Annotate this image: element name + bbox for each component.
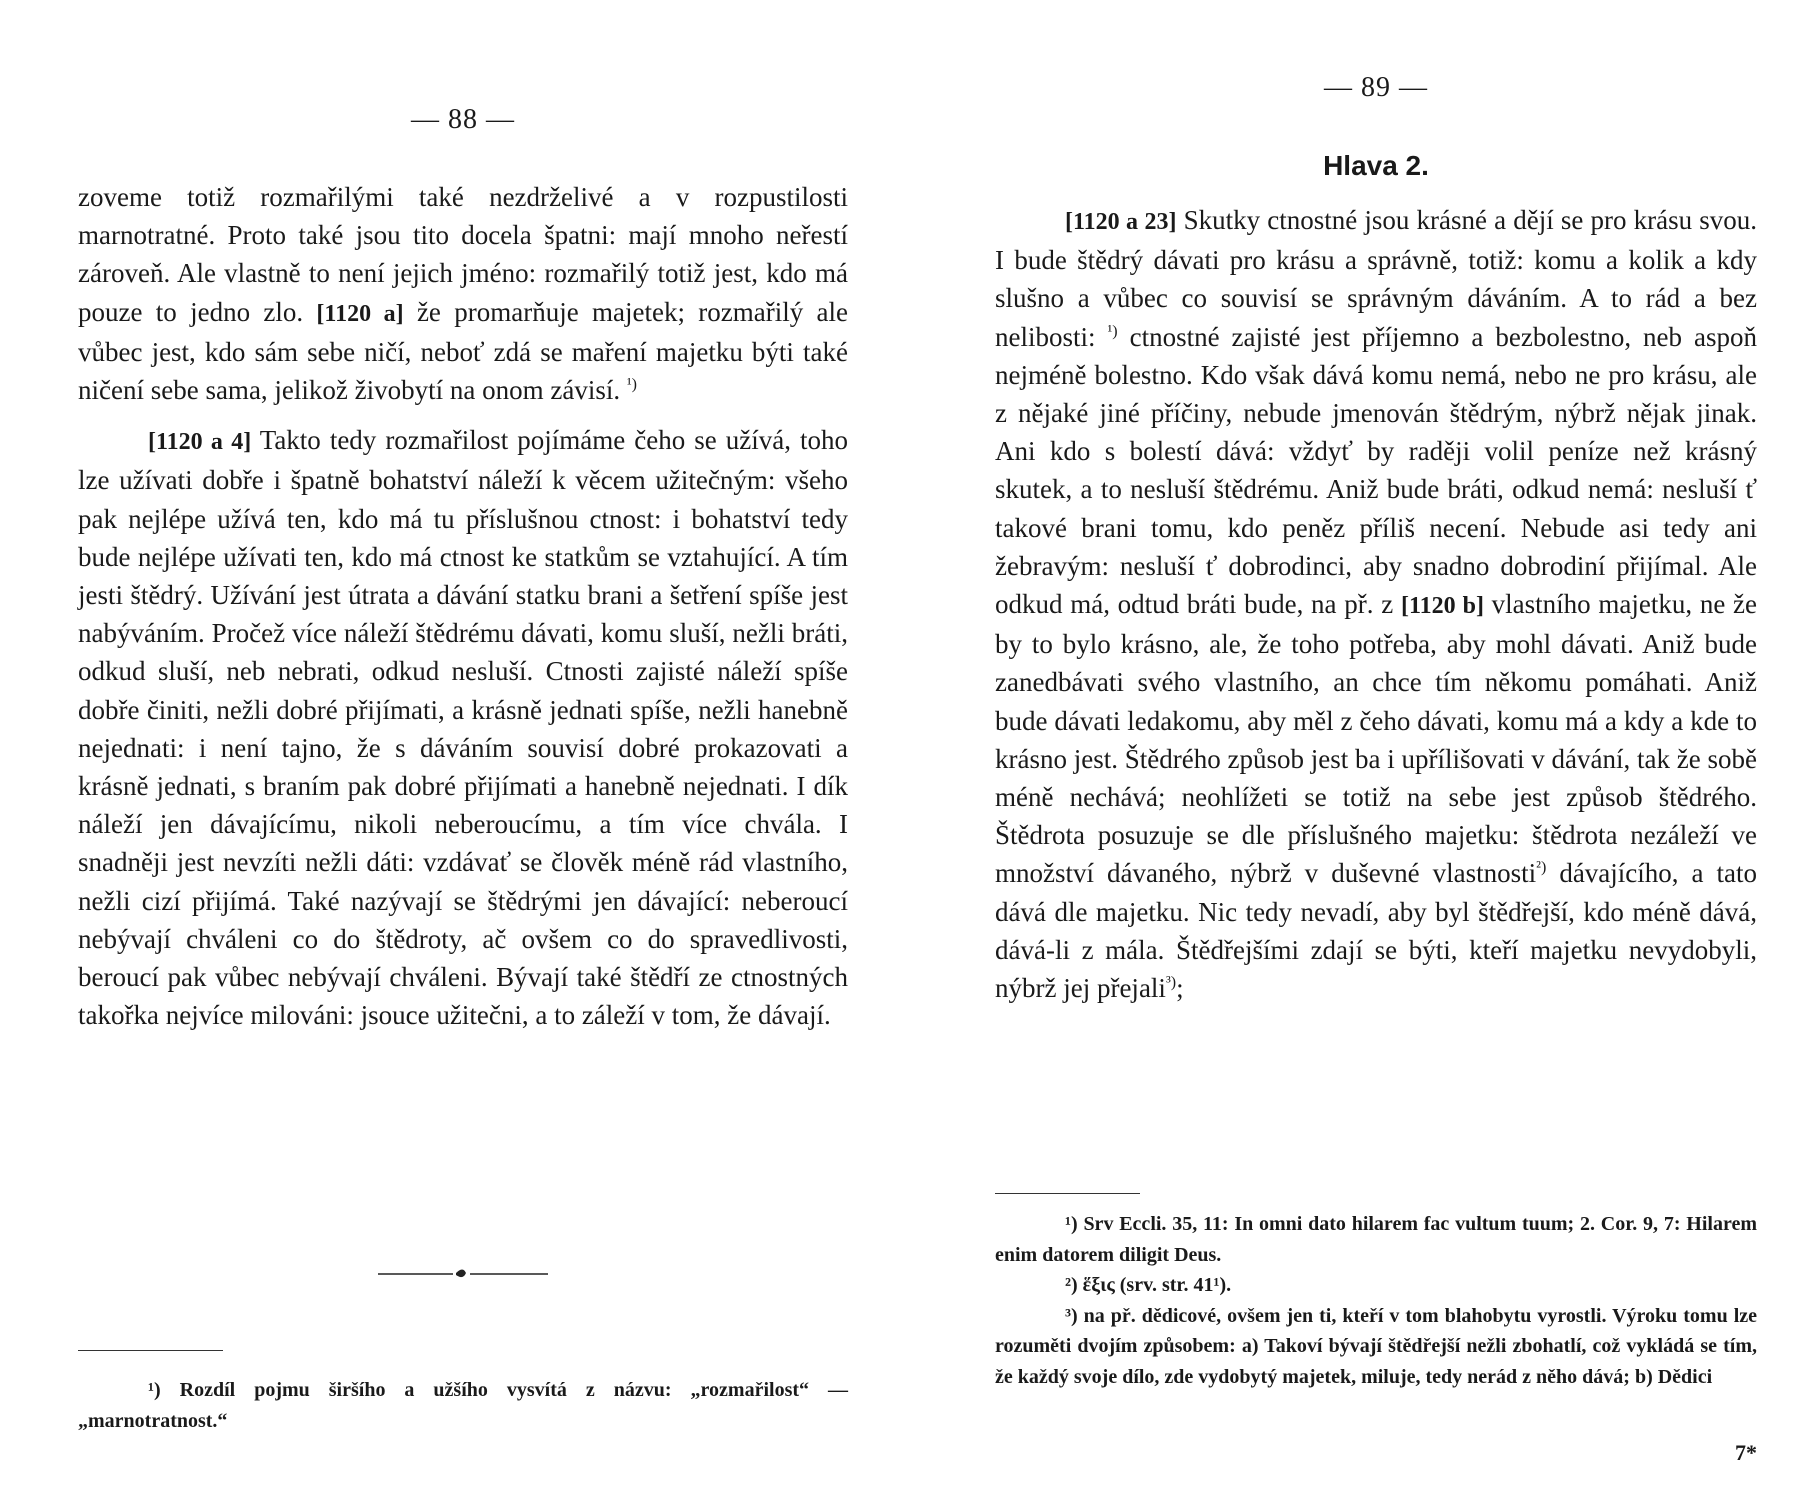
bekker-reference: [1120 b] [1400,593,1484,620]
footnote-marker: ¹) [626,376,637,394]
text-run: vlastního majetku, ne že by to bylo krásno, ale, že toho potřeba, aby mohl dávati. Aniž bude zanedbávati svého vlastního, an chce tím někomu pomáhati. Aniž bude dávati ledakomu, aby měl z čeho dávati, komu má a kdy a kde to krásno jest. Štědrého způsob jest ba i upřílišovati v dávání, tak že sobě méně nechává; neohlížeti se totiž na sebe jest způsob štědrého. Štědrota posuzuje se dle příslušného majetku: štědrota nezáleží ve množství dávaného, nýbrž v duševné vlastnosti [995,589,1758,889]
right-page [995,0,1757,1500]
footnotes [78,1375,848,1436]
footnote-rule [995,1193,1140,1194]
footnotes [995,1209,1757,1392]
page-number: — 88 — [411,104,515,135]
paragraph [78,178,848,409]
paragraph [995,201,1757,1007]
footnote-text: na př. dědicové, ovšem jen ti, kteří v tom blahobytu vyrostli. Výroku tomu lze rozuměti dvojím způsobem: a) Takoví bývají štědřejší nežli zbohatlí, což vykládá se tím, že každý svoje dílo, zde vydobytý majetek, miluje, tedy nerád z něho dává; b) Dědici [995,1304,1758,1388]
bekker-reference: [1120 a 4] [148,429,252,456]
footnote-marker: ³) [1165,974,1177,992]
footnote-marker: ¹) [1107,322,1118,340]
footnote [995,1209,1757,1270]
footnote-mark: ³) [1065,1304,1078,1327]
text-run: Skutky ctnostné jsou krásné a dějí se pro krásu svou. I bude štědrý dávati pro krásu a správně, totiž: komu a kolik a kdy slušno a vůbec co souvisí se správným dáváním. A to rád a bez nelibosti: [995,205,1757,352]
signature-mark: 7* [1735,1440,1757,1465]
text-run: ; [1176,973,1184,1004]
footnote-mark: ¹) [148,1379,161,1401]
text-run: že promarňuje majetek; rozmařilý ale vůbec jest, kdo sám sebe ničí, neboť zdá se maření majetku býti také ničení sebe sama, jelikož živobytí na onom závisí. [78,296,848,406]
footnote-marker: ²) [1536,859,1547,877]
text-run: dávajícího, a tato dává dle majetku. Nic tedy nevadí, aby byl štědřejší, kdo méně dává, dává-li z mála. Štědřejšími zdají se býti, kteří majetku nevydobyli, nýbrž jej přejali [995,858,1757,1004]
chapter-heading: Hlava 2. [1323,150,1429,181]
footnote-mark: ²) [1065,1274,1078,1296]
bekker-reference: [1120 a 23] [1065,209,1177,235]
body-text [995,201,1757,1007]
footnote [78,1375,848,1436]
footnote [995,1270,1757,1301]
footnote-rule [78,1350,223,1351]
text-run: Takto tedy rozmařilost pojímáme čeho se užívá, toho lze užívati dobře i špatně bohatství náleží k věcem užitečným: všeho pak nejlépe užívá ten, kdo má tu příslušnou ctnost: i bohatství tedy bude nejlépe užívati ten, kdo má ctnost ke statkům se vztahující. A tím jesti štědrý. Užívání jest útrata a dávání statku brani a šetření spíše jest nabýváním. Pročež více náleží štědrému dávati, komu sluší, nežli bráti, odkud sluší, neb nebrati, odkud nesluší. Ctnosti zajisté náleží spíše dobře činiti, nežli dobré přijímati, a krásně jednati spíše, nežli hanebně nejednati: i není tajno, že s dáváním souvisí dobré prokazovati a krásně jednati, s braním pak dobré přijímati a hanebně nejednati. I dík náleží jen dávajícímu, nikoli neberoucímu, a tím více chvála. I snadněji jest nevzíti nežli dáti: vzdávať se člověk méně rád vlastního, nežli cizí přijímá. Také nazývají se štědrými jen dávající: neberoucí nebývají chváleni co do štědroty, ač ovšem co do spravedlivosti, beroucí pak vůbec nebývají chváleni. Bývají také štědří ze ctnostných takořka nejvíce milováni: jsouce užitečni, a to záleží v tom, že dávají. [78,425,848,1031]
bekker-reference: [1120 a] [316,300,404,327]
page-number: — 89 — [1324,72,1428,103]
footnote-text: Rozdíl pojmu širšího a užšího vysvítá z názvu: „rozmařilost“ — „marnotratnost.“ [78,1379,848,1432]
footnote-mark: ¹) [1065,1213,1078,1235]
footnote-text: Srv Eccli. 35, 11: In omni dato hilarem fac vultum tuum; 2. Cor. 9, 7: Hilarem enim datorem diligit Deus. [995,1213,1757,1266]
text-run: ctnostné zajisté jest příjemno a bezbolestno, neb aspoň nejméně bolestno. Kdo však dává komu nemá, nebo ne pro krásu, ale z nějaké jiné příčiny, nebude jmenován štědrým, nýbrž nějak jinak. Ani kdo s bolestí dává: vždyť by raději volil peníze než krásný skutek, a to nesluší štědrému. Aniž bude bráti, odkud nemá: nesluší ť takové brani tomu, kdo peněz příliš necení. Nebude asi tedy ani žebravým: nesluší ť dobrodinci, aby snadno dobrodiní přijímal. Ale odkud má, odtud bráti bude, na př. z [995,321,1758,620]
left-page [78,0,848,1500]
body-text [78,178,848,1034]
footnote [995,1301,1757,1393]
paragraph [78,421,848,1034]
text-run: zoveme totiž rozmařilými také nezdrželivé a v rozpustilosti marnotratné. Proto také jsou tito docela špatni: mají mnoho neřestí zároveň. Ale vlastně to není jejich jméno: rozmařilý totiž jest, kdo má pouze to jedno zlo. [78,182,848,327]
section-end-ornament [378,1264,548,1284]
footnote-text: ἕξις (srv. str. 41¹). [1082,1274,1232,1296]
